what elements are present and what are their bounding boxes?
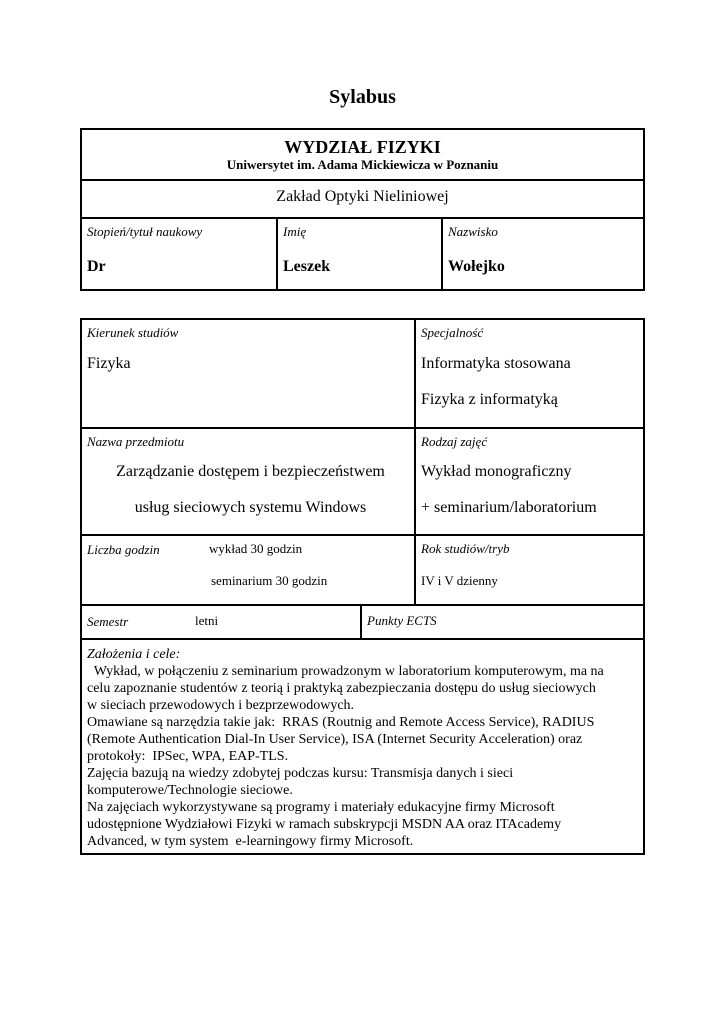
department-cell xyxy=(81,180,644,218)
specialty-value: Informatyka stosowana xyxy=(421,355,571,372)
goals-line: Wykład, w połączeniu z seminarium prowadzonym w laboratorium komputerowym, ma na xyxy=(87,664,604,679)
goals-line: Na zajęciach wykorzystywane są programy i materiały edukacyjne firmy Microsoft xyxy=(87,800,555,815)
goals-text xyxy=(87,663,639,850)
type-label: Rodzaj zajęć xyxy=(421,434,488,449)
ects-cell xyxy=(361,605,644,639)
subject-cell xyxy=(81,428,415,535)
header-table xyxy=(80,128,645,291)
specialty-cell xyxy=(415,319,644,428)
field-label: Kierunek studiów xyxy=(87,325,179,340)
year-cell xyxy=(415,535,644,605)
last-name-cell xyxy=(442,218,644,290)
semester-value: letni xyxy=(195,613,219,628)
goals-line: Zajęcia bazują na wiedzy zdobytej podczas kursu: Transmisja danych i sieci xyxy=(87,766,514,781)
semester-label: Semestr xyxy=(87,614,129,629)
faculty-cell xyxy=(81,129,644,180)
university-name: Uniwersytet im. Adama Mickiewicza w Poznaniu xyxy=(226,157,499,172)
faculty-name: WYDZIAŁ FIZYKI xyxy=(284,137,441,157)
field-value: Fizyka xyxy=(87,355,131,372)
degree-value: Dr xyxy=(87,258,106,275)
department-name: Zakład Optyki Nieliniowej xyxy=(276,188,449,205)
course-table xyxy=(80,318,645,855)
hours-seminar: seminarium 30 godzin xyxy=(211,573,328,588)
hours-lecture: wykład 30 godzin xyxy=(209,541,303,556)
goals-line: Omawiane są narzędzia takie jak: RRAS (Routnig and Remote Access Service), RADIUS xyxy=(87,715,595,730)
goals-line: celu zapoznanie studentów z teorią i praktyką zabezpieczania dostępu do usług sieciowych xyxy=(87,681,596,696)
specialty-label: Specjalność xyxy=(421,325,484,340)
goals-line: komputerowe/Technologie sieciowe. xyxy=(87,783,293,798)
goals-line: w sieciach przewodowych i bezprzewodowych. xyxy=(87,698,355,713)
year-value: IV i V dzienny xyxy=(421,573,498,588)
goals-label: Założenia i cele: xyxy=(87,647,181,662)
field-cell xyxy=(81,319,415,428)
type-line: Wykład monograficzny xyxy=(421,463,572,480)
year-label: Rok studiów/tryb xyxy=(421,541,510,556)
first-name-value: Leszek xyxy=(283,258,331,275)
goals-line: udostępnione Wydziałowi Fizyki w ramach subskrypcji MSDN AA oraz ITAcademy xyxy=(87,817,562,832)
subject-line: Zarządzanie dostępem i bezpieczeństwem xyxy=(116,463,385,480)
goals-line: protokoły: IPSec, WPA, EAP-TLS. xyxy=(87,749,289,764)
goals-line: Advanced, w tym system e-learningowy firmy Microsoft. xyxy=(87,834,414,849)
type-line: + seminarium/laboratorium xyxy=(421,499,597,516)
degree-cell xyxy=(81,218,277,290)
first-name-label: Imię xyxy=(283,224,307,239)
last-name-label: Nazwisko xyxy=(448,224,498,239)
type-cell xyxy=(415,428,644,535)
last-name-value: Wołejko xyxy=(448,258,505,275)
hours-cell xyxy=(81,535,415,605)
subject-line: usług sieciowych systemu Windows xyxy=(134,499,367,516)
document-title: Sylabus xyxy=(329,86,396,108)
first-name-cell xyxy=(277,218,442,290)
subject-label: Nazwa przedmiotu xyxy=(87,434,185,449)
semester-cell xyxy=(81,605,361,639)
goals-line: (Remote Authentication Dial-In User Service), ISA (Internet Security Acceleration) oraz xyxy=(87,732,583,747)
ects-label: Punkty ECTS xyxy=(367,613,437,628)
goals-cell xyxy=(81,639,644,854)
hours-label: Liczba godzin xyxy=(87,542,160,557)
degree-label: Stopień/tytuł naukowy xyxy=(87,224,203,239)
specialty-value: Fizyka z informatyką xyxy=(421,391,558,408)
